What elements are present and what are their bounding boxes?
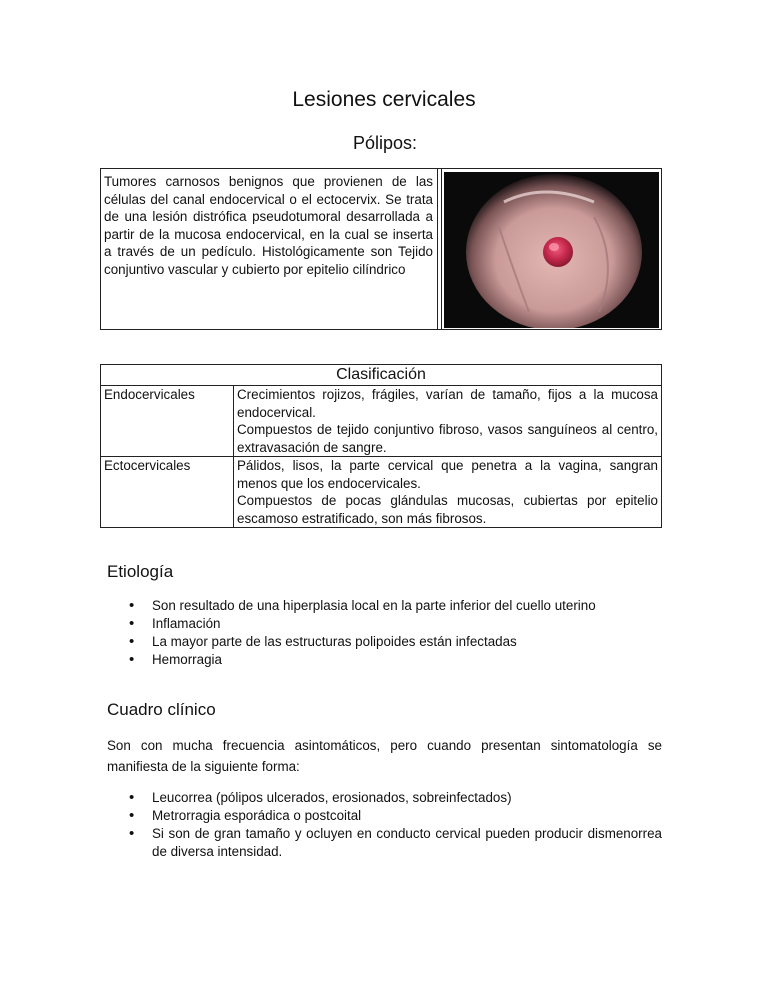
- intro-text: Tumores carnosos benignos que provienen de las células del canal endocervical o el ectocervix. Se trata de una lesión distrófica pseudotumoral desarrollada a partir de la mucosa endocervical, en la cual se inserta a través de un pedículo. Histológicamente son Tejido conjuntivo vascular y cubierto por epitelio cilíndrico: [101, 169, 438, 329]
- table-row: [101, 457, 661, 527]
- cuadro-paragraph: Son con mucha frecuencia asintomáticos, pero cuando presentan sintomatología se manifiesta de la siguiente forma:: [107, 738, 662, 774]
- row-name: Ectocervicales: [101, 457, 234, 527]
- row-description: [234, 386, 661, 456]
- section-subtitle: Pólipos:: [352, 133, 418, 153]
- row-line: Pálidos, lisos, la parte cervical que penetra a la vagina, sangran menos que los endocervicales.: [237, 458, 658, 491]
- cervical-polyp-image: [444, 172, 659, 328]
- list-item: • Metrorragia esporádica o postcoital: [107, 807, 662, 825]
- row-description: [234, 457, 661, 527]
- row-line: Compuestos de pocas glándulas mucosas, cubiertas por epitelio escamoso estratificado, son más fibrosos.: [237, 493, 658, 526]
- row-name: Endocervicales: [101, 386, 234, 456]
- list-item: • La mayor parte de las estructuras polipoides están infectadas: [107, 633, 667, 651]
- intro-table: [100, 168, 662, 330]
- page-title: Lesiones cervicales: [292, 88, 476, 111]
- list-item: • Son resultado de una hiperplasia local en la parte inferior del cuello uterino: [107, 597, 667, 615]
- classification-table: [100, 364, 662, 528]
- table-row: [101, 386, 661, 457]
- list-item: • Hemorragia: [107, 651, 667, 669]
- classification-heading: Clasificación: [101, 365, 661, 386]
- list-item: • Si son de gran tamaño y ocluyen en conducto cervical pueden producir dismenorrea de diversa intensidad.: [107, 825, 662, 861]
- polyp-photo: [442, 169, 661, 329]
- etiologia-list: [107, 597, 667, 669]
- list-item: • Inflamación: [107, 615, 667, 633]
- cuadro-heading: Cuadro clínico: [107, 700, 216, 719]
- row-line: Compuestos de tejido conjuntivo fibroso, vasos sanguíneos al centro, extravasación de sangre.: [237, 422, 658, 455]
- etiologia-heading: Etiología: [107, 562, 174, 581]
- row-line: Crecimientos rojizos, frágiles, varían de tamaño, fijos a la mucosa endocervical.: [237, 387, 658, 420]
- cuadro-list: [107, 789, 662, 861]
- list-item: • Leucorrea (pólipos ulcerados, erosionados, sobreinfectados): [107, 789, 662, 807]
